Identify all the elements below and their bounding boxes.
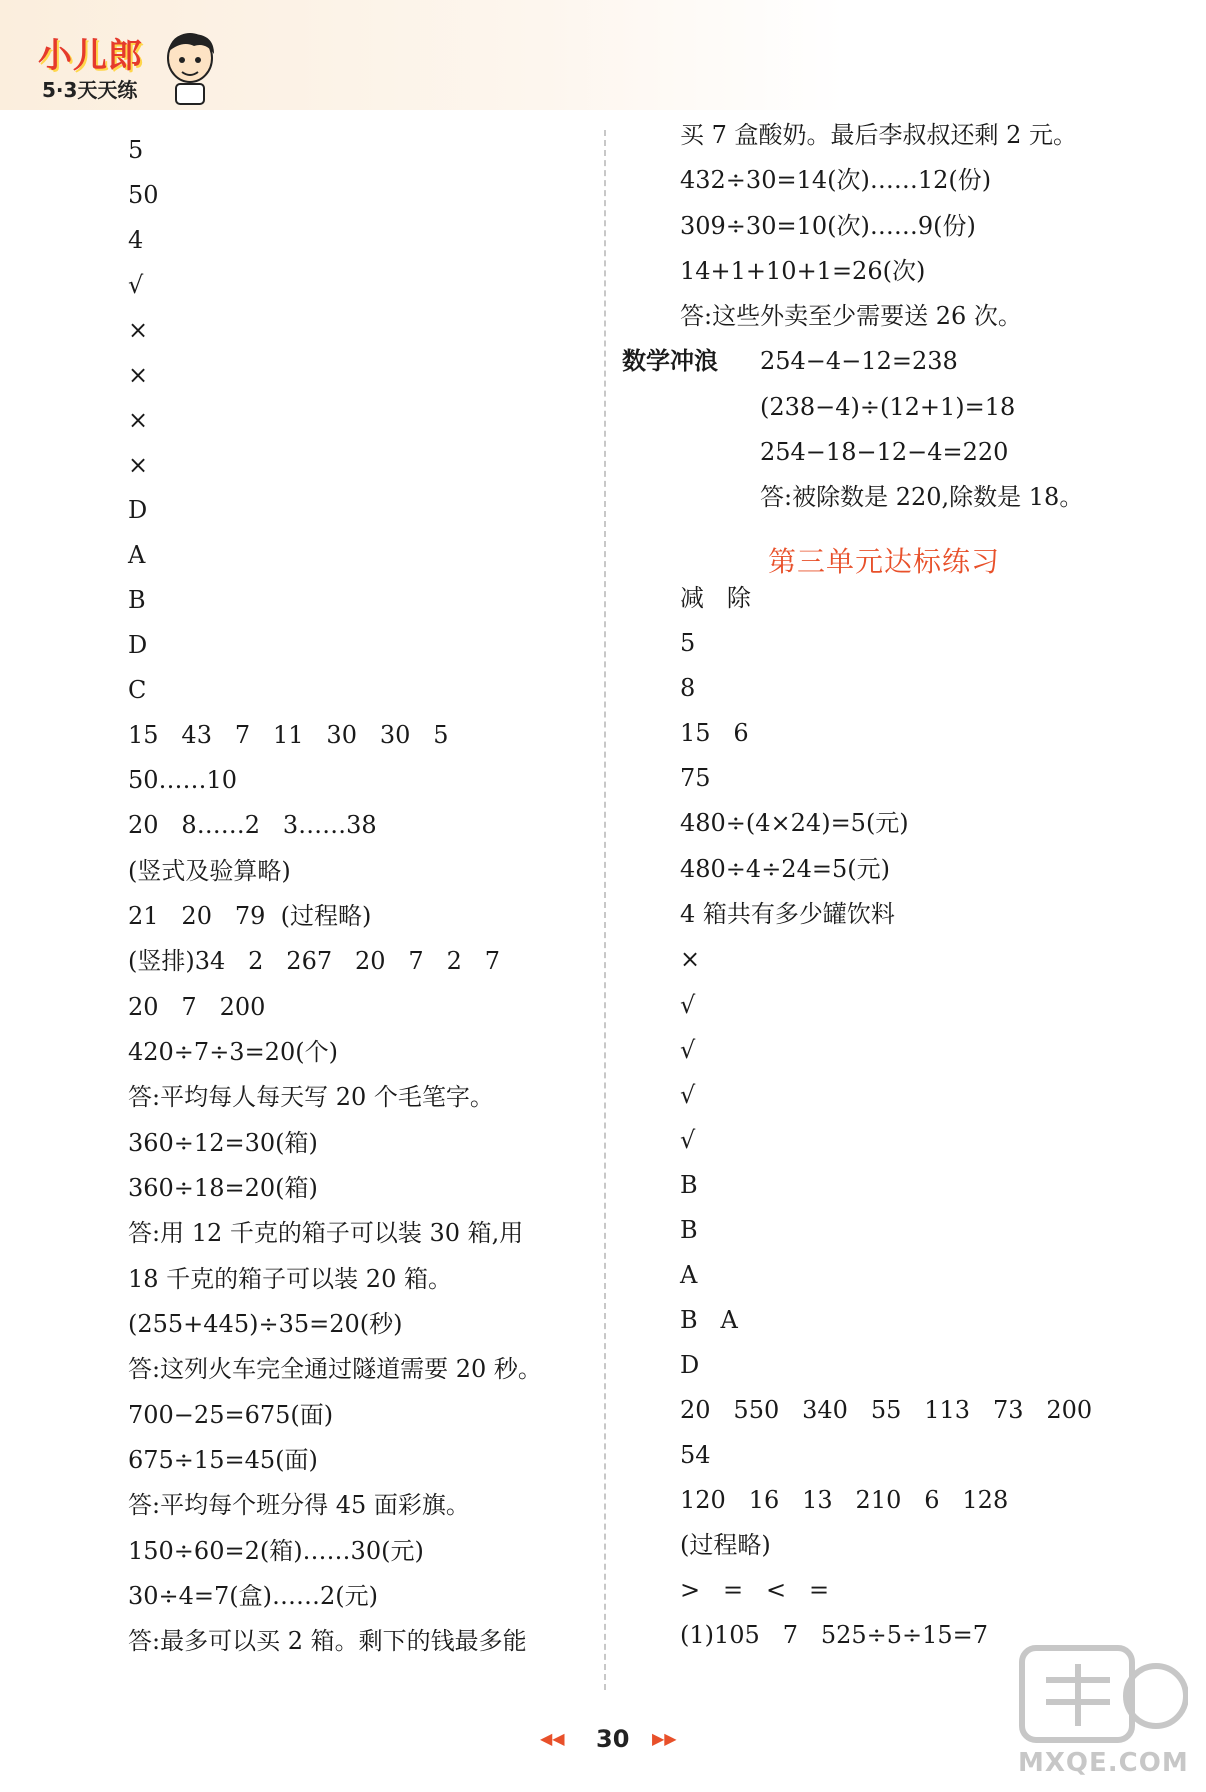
- brand-name: 小儿郎: [38, 36, 143, 76]
- answer-text: 买 7 盒酸奶。最后李叔叔还剩 2 元。: [680, 121, 1078, 149]
- answer-text: 答:平均每个班分得 45 面彩旗。: [128, 1491, 470, 1519]
- answer-text: 309÷30=10(次)……9(份): [680, 212, 976, 240]
- answer-text: 420÷7÷3=20(个): [128, 1038, 338, 1066]
- next-page-icon: ▶▶: [652, 1729, 677, 1748]
- answer-text: 答:最多可以买 2 箱。剩下的钱最多能: [128, 1627, 527, 1655]
- answer-text: 50: [128, 181, 159, 209]
- answer-text: 480÷4÷24=5(元): [680, 855, 890, 883]
- section-heading: 第三单元达标练习: [768, 545, 1001, 578]
- answer-text: 15 6: [680, 719, 749, 747]
- answer-text: B A: [680, 1306, 738, 1334]
- answer-text: √: [128, 271, 144, 299]
- answer-text: B: [128, 586, 146, 614]
- prev-page-icon: ◀◀: [540, 1729, 565, 1748]
- answer-text: D: [680, 1351, 700, 1379]
- answer-text: (1)105 7 525÷5÷15=7: [680, 1621, 989, 1649]
- brand-logo: [38, 28, 218, 108]
- answer-text: 432÷30=14(次)……12(份): [680, 166, 992, 194]
- answer-text: 15 43 7 11 30 30 5: [128, 721, 449, 749]
- answer-text: 54: [680, 1441, 711, 1469]
- answer-text: 360÷18=20(箱): [128, 1174, 318, 1202]
- answer-text: 18 千克的箱子可以装 20 箱。: [128, 1265, 452, 1293]
- answer-text: ×: [128, 451, 149, 479]
- answer-text: 5: [680, 629, 696, 657]
- answer-text: 4 箱共有多少罐饮料: [680, 900, 895, 928]
- answer-text: (255+445)÷35=20(秒): [128, 1310, 403, 1338]
- answer-text: (竖式及验算略): [128, 857, 291, 885]
- answer-text: B: [680, 1171, 698, 1199]
- answer-text: 480÷(4×24)=5(元): [680, 809, 909, 837]
- answer-text: (过程略): [680, 1531, 771, 1559]
- answer-text: D: [128, 496, 148, 524]
- answer-text: 30÷4=7(盒)……2(元): [128, 1582, 379, 1610]
- answer-text: 360÷12=30(箱): [128, 1129, 318, 1157]
- answer-text: 8: [680, 674, 696, 702]
- answer-text: 14+1+10+1=26(次): [680, 257, 926, 285]
- answer-text: √: [680, 1126, 696, 1154]
- answer-text: ×: [128, 316, 149, 344]
- answer-text: 答:用 12 千克的箱子可以装 30 箱,用: [128, 1219, 524, 1247]
- answer-text: > = < =: [680, 1576, 830, 1604]
- answer-text: 答:被除数是 220,除数是 18。: [760, 483, 1084, 511]
- answer-text: 254−18−12−4=220: [760, 438, 1009, 466]
- answer-text: 50……10: [128, 766, 238, 794]
- question-number: 数学冲浪: [622, 347, 718, 375]
- series-name: 5·3天天练: [42, 78, 138, 102]
- answer-text: 答:平均每人每天写 20 个毛笔字。: [128, 1083, 494, 1111]
- answer-text: 减 除: [680, 584, 751, 612]
- answer-text: ×: [128, 361, 149, 389]
- answer-text: 75: [680, 764, 711, 792]
- answer-text: C: [128, 676, 147, 704]
- page-number: 30: [596, 1725, 630, 1753]
- watermark: [1018, 1640, 1188, 1780]
- answer-text: √: [680, 991, 696, 1019]
- answer-text: √: [680, 1081, 696, 1109]
- answer-text: B: [680, 1216, 698, 1244]
- answer-text: A: [680, 1261, 698, 1289]
- answer-text: 5: [128, 136, 144, 164]
- answer-text: A: [128, 541, 146, 569]
- answer-text: 答:这列火车完全通过隧道需要 20 秒。: [128, 1355, 542, 1383]
- answer-text: 150÷60=2(箱)……30(元): [128, 1537, 424, 1565]
- answer-text: 20 550 340 55 113 73 200: [680, 1396, 1093, 1424]
- answer-text: (竖排)34 2 267 20 7 2 7: [128, 947, 501, 975]
- answer-text: 20 7 200: [128, 993, 266, 1021]
- answer-text: 120 16 13 210 6 128: [680, 1486, 1009, 1514]
- answer-text: ×: [680, 945, 701, 973]
- answer-text: 675÷15=45(面): [128, 1446, 318, 1474]
- answer-text: 254−4−12=238: [760, 347, 958, 375]
- answer-text: 21 20 79 (过程略): [128, 902, 372, 930]
- answer-text: 20 8……2 3……38: [128, 811, 377, 839]
- answer-text: 答:这些外卖至少需要送 26 次。: [680, 302, 1022, 330]
- watermark-seal-icon: [1018, 1640, 1188, 1750]
- answer-text: √: [680, 1036, 696, 1064]
- answer-text: ×: [128, 406, 149, 434]
- watermark-text: MXQE.COM: [1018, 1748, 1189, 1778]
- answer-text: D: [128, 631, 148, 659]
- answer-text: 700−25=675(面): [128, 1401, 334, 1429]
- answer-text: 4: [128, 226, 144, 254]
- mascot-icon: [158, 28, 222, 108]
- answer-text: (238−4)÷(12+1)=18: [760, 393, 1016, 421]
- column-divider: [604, 130, 606, 1690]
